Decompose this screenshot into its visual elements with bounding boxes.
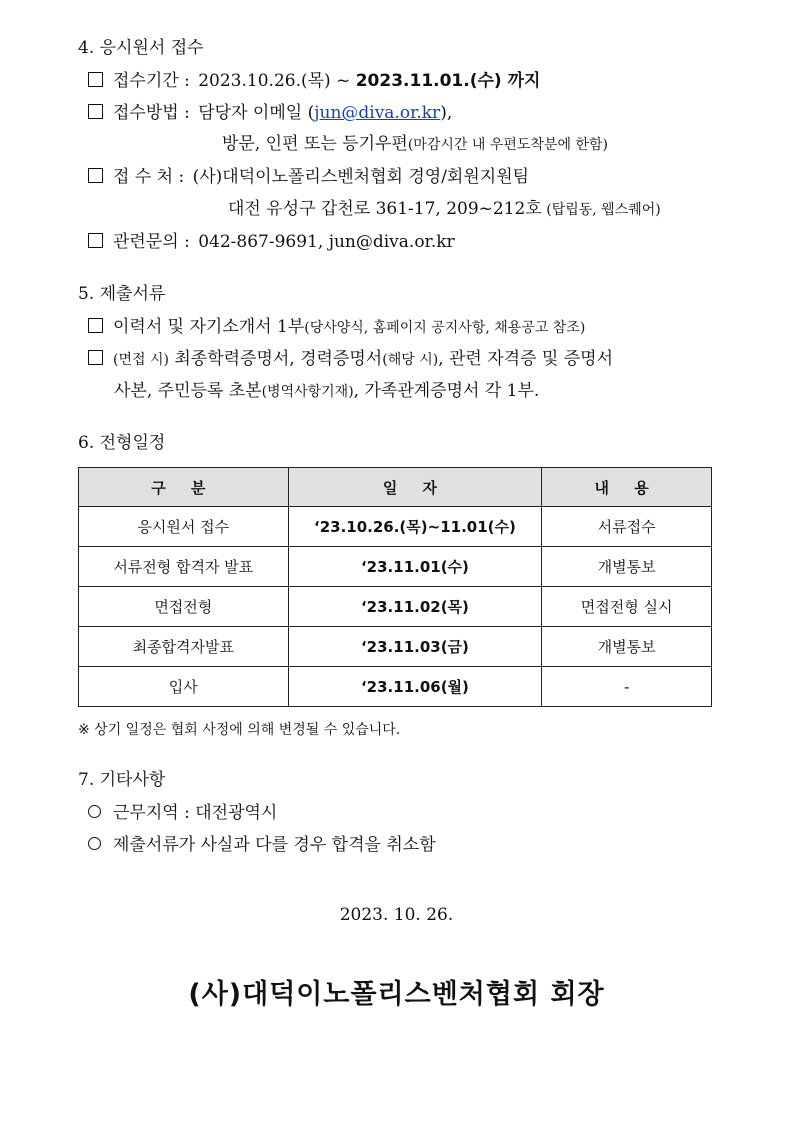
method-line2	[222, 134, 608, 155]
place-address: 대전 유성구 갑천로 361-17, 209~212호	[228, 199, 542, 219]
contact-label: 관련문의 :	[113, 232, 190, 252]
row-content: -	[542, 667, 712, 707]
table-row	[79, 587, 712, 627]
doc-item-2-line2	[114, 381, 539, 402]
checkbox-icon	[88, 350, 103, 365]
doc-item-2-text: 최종학력증명서, 경력증명서	[168, 349, 383, 369]
period-start: 2023.10.26.(목) ~	[198, 71, 356, 91]
doc-item-2-line2-text: 사본, 주민등록 초본	[114, 381, 262, 401]
method-post: ),	[440, 103, 453, 123]
misc-item-2-text: 제출서류가 사실과 다를 경우 합격을 취소함	[113, 835, 436, 855]
checkbox-icon	[88, 318, 103, 333]
row-category: 입사	[79, 667, 289, 707]
place-value: (사)대덕이노폴리스벤처협회 경영/회원지원팀	[192, 167, 530, 187]
header-content: 내 용	[542, 468, 712, 507]
row-content: 개별통보	[542, 547, 712, 587]
email-link[interactable]: jun@diva.or.kr	[314, 103, 441, 123]
row-category: 서류전형 합격자 발표	[79, 547, 289, 587]
schedule-table	[78, 467, 712, 707]
method-line2-note: (마감시간 내 우편도착분에 한함)	[407, 137, 608, 153]
misc-item-1	[88, 803, 277, 823]
table-row	[79, 507, 712, 547]
circle-bullet-icon	[88, 837, 101, 850]
table-row	[79, 547, 712, 587]
row-content: 서류접수	[542, 507, 712, 547]
doc-item-1-text: 이력서 및 자기소개서 1부	[113, 317, 305, 337]
row-date: ‘23.11.02(목)	[288, 587, 542, 627]
row-content: 개별통보	[542, 627, 712, 667]
checkbox-icon	[88, 168, 103, 183]
method-line2-text: 방문, 인편 또는 등기우편	[222, 134, 408, 154]
checkbox-icon	[88, 104, 103, 119]
table-header-row	[79, 468, 712, 507]
misc-item-1-text: 근무지역 : 대전광역시	[113, 803, 278, 823]
contact-value: 042-867-9691, jun@diva.or.kr	[198, 232, 455, 252]
doc-item-1-note: (당사양식, 홈페이지 공지사항, 채용공고 참조)	[304, 320, 586, 336]
header-date: 일 자	[288, 468, 542, 507]
doc-item-2-line2-note: (병역사항기재)	[261, 384, 354, 400]
doc-item-1	[88, 317, 585, 338]
place-line2	[228, 199, 661, 220]
section-7-title: 7. 기타사항	[78, 770, 166, 790]
row-category: 최종합격자발표	[79, 627, 289, 667]
row-date: ‘23.11.06(월)	[288, 667, 542, 707]
circle-bullet-icon	[88, 805, 101, 818]
doc-item-2-end: , 관련 자격증 및 증명서	[438, 349, 614, 369]
method-pre: 담당자 이메일 (	[198, 103, 315, 123]
signature-line: (사)대덕이노폴리스벤처협회 회장	[188, 979, 605, 1010]
row-date: ‘23.11.01(수)	[288, 547, 542, 587]
checkbox-icon	[88, 233, 103, 248]
section-5-title: 5. 제출서류	[78, 284, 166, 304]
place-row	[88, 167, 529, 187]
doc-item-2-note-pre: (면접 시)	[113, 352, 169, 368]
table-row	[79, 667, 712, 707]
section-6-title: 6. 전형일정	[78, 433, 166, 453]
row-category: 응시원서 접수	[79, 507, 289, 547]
place-label: 접 수 처 :	[113, 167, 185, 187]
header-category: 구 분	[79, 468, 289, 507]
period-end: 2023.11.01.(수) 까지	[355, 71, 541, 91]
method-row	[88, 103, 452, 123]
row-date: ‘23.10.26.(목)~11.01(수)	[288, 507, 542, 547]
row-content: 면접전형 실시	[542, 587, 712, 627]
table-row	[79, 627, 712, 667]
method-label: 접수방법 :	[113, 103, 190, 123]
doc-item-2	[88, 349, 613, 370]
row-category: 면접전형	[79, 587, 289, 627]
row-date: ‘23.11.03(금)	[288, 627, 542, 667]
document-date: 2023. 10. 26.	[339, 905, 454, 925]
doc-item-2-note-mid: (해당 시)	[382, 352, 439, 368]
doc-item-2-line2-end: , 가족관계증명서 각 1부.	[353, 381, 540, 401]
period-label: 접수기간 :	[113, 71, 190, 91]
checkbox-icon	[88, 72, 103, 87]
period-row	[88, 71, 540, 91]
contact-row	[88, 232, 455, 252]
misc-item-2	[88, 835, 436, 855]
section-4-title: 4. 응시원서 접수	[78, 38, 204, 58]
schedule-note: ※ 상기 일정은 협회 사정에 의해 변경될 수 있습니다.	[78, 722, 401, 738]
place-address-note: (탑립동, 웹스퀘어)	[541, 202, 661, 218]
